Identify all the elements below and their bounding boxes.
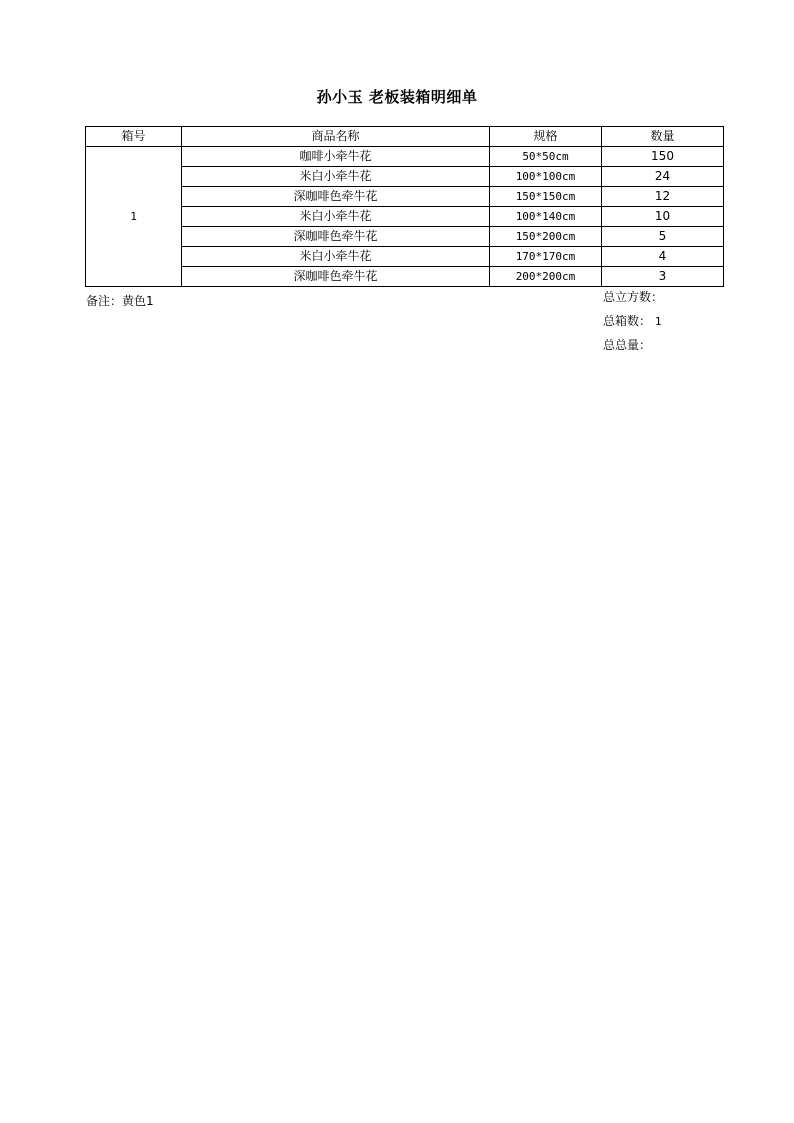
summary-block [603,289,663,361]
table-header-row [86,127,724,147]
spec-cell: 50*50cm [490,147,602,167]
quantity-cell: 12 [602,187,724,207]
total-weight-label: 总总量： [603,338,652,352]
table-row [86,267,724,287]
table-row [86,207,724,227]
table-row [86,167,724,187]
box-number-cell: 1 [86,147,182,287]
total-boxes-line [603,313,663,337]
total-volume-label: 总立方数： [603,290,664,304]
quantity-cell: 4 [602,247,724,267]
table-row [86,147,724,167]
header-quantity: 数量 [602,127,724,147]
spec-cell: 150*200cm [490,227,602,247]
header-spec: 规格 [490,127,602,147]
spec-cell: 100*100cm [490,167,602,187]
product-name-cell: 深咖啡色牵牛花 [182,227,490,247]
spec-cell: 200*200cm [490,267,602,287]
table-row [86,187,724,207]
quantity-cell: 3 [602,267,724,287]
product-name-cell: 深咖啡色牵牛花 [182,267,490,287]
table-row [86,247,724,267]
total-boxes-label: 总箱数： [603,314,652,328]
product-name-cell: 米白小牵牛花 [182,207,490,227]
header-box-no: 箱号 [86,127,182,147]
spec-cell: 150*150cm [490,187,602,207]
spec-cell: 170*170cm [490,247,602,267]
total-boxes-value: 1 [654,315,662,328]
product-name-cell: 咖啡小牵牛花 [182,147,490,167]
page-title: 孙小玉 老板装箱明细单 [316,88,478,106]
packing-list-table [85,126,724,287]
product-name-cell: 深咖啡色牵牛花 [182,187,490,207]
quantity-cell: 24 [602,167,724,187]
header-product-name: 商品名称 [182,127,490,147]
remark-note: 备注：黄色1 [86,294,154,308]
spec-cell: 100*140cm [490,207,602,227]
quantity-cell: 5 [602,227,724,247]
quantity-cell: 10 [602,207,724,227]
quantity-cell: 150 [602,147,724,167]
table-row [86,227,724,247]
product-name-cell: 米白小牵牛花 [182,167,490,187]
product-name-cell: 米白小牵牛花 [182,247,490,267]
